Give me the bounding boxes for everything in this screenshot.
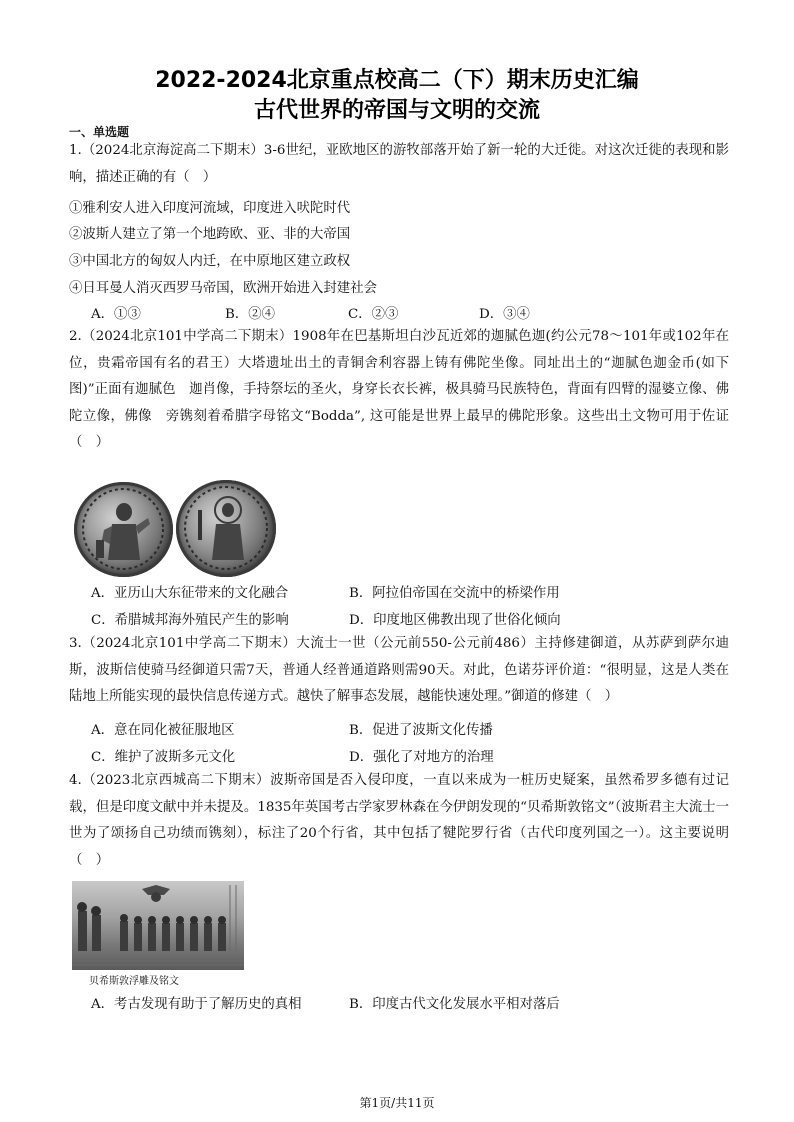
question-1-option-d[interactable]: D．③④ [479, 307, 530, 322]
question-3-option-b[interactable]: B．促进了波斯文化传播 [349, 723, 493, 738]
question-3-option-d[interactable]: D．强化了对地方的治理 [349, 750, 494, 765]
question-2-option-d[interactable]: D．印度地区佛教出现了世俗化倾向 [349, 613, 561, 628]
question-2-number: 2. [69, 329, 82, 344]
question-1-stem [69, 138, 729, 191]
question-1-item: ①雅利安人进入印度河流域，印度进入吠陀时代 [69, 201, 351, 216]
kanishka-coin-obverse-image [74, 482, 173, 577]
question-4-text: （2023北京西城高二下期末）波斯帝国是否入侵印度，一直以来成为一桩历史疑案，虽然希罗多德有过记载，但是印度文献中并未提及。1835年英国考古学家罗林森在今伊朗发现的“贝希斯敦铭文”（波斯君主大流士一世为了颂扬自己功绩而镌刻），标注了20个行省，其中包括了犍陀罗行省（古代印度列国之一）。这主要说明（ ） [69, 773, 729, 868]
question-2-option-b[interactable]: B．阿拉伯帝国在交流中的桥梁作用 [349, 586, 560, 601]
question-2-stem [69, 324, 729, 457]
question-1-number: 1. [69, 143, 82, 158]
question-1-item: ③中国北方的匈奴人内迁，在中原地区建立政权 [69, 254, 351, 269]
question-3-option-c[interactable]: C．维护了波斯多元文化 [91, 750, 236, 765]
question-4-number: 4. [69, 773, 82, 788]
question-3-number: 3. [69, 636, 82, 651]
kanishka-coin-reverse-image [176, 480, 276, 577]
question-3-option-a[interactable]: A．意在同化被征服地区 [91, 723, 235, 738]
question-2-text: （2024北京101中学高二下期末）1908年在巴基斯坦白沙瓦近郊的迦腻色迦(约公元78～101年或102年在位，贵霜帝国有名的君王）大塔遗址出土的青铜舍利容器上铸有佛陀坐像。同址出土的“迦腻色迦金币(如下图)”正面有迦腻色 迦肖像，手持祭坛的圣火，身穿长衣长裤，极具骑马民族特色，背面有四臂的湿婆立像、佛陀立像，佛像 旁镌刻着希腊字母铭文“Bodda”, 这可能是世界上最早的佛陀形象。这些出土文物可用于佐证（ ） [69, 329, 729, 451]
question-1-item: ④日耳曼人消灭西罗马帝国，欧洲开始进入封建社会 [69, 281, 377, 296]
question-1-option-c[interactable]: C．②③ [348, 307, 399, 322]
page-footer: 第1页/共11页 [359, 1096, 435, 1110]
question-3-stem [69, 631, 729, 711]
question-4-option-b[interactable]: B．印度古代文化发展水平相对落后 [349, 997, 560, 1012]
document-subtitle: 古代世界的帝国与文明的交流 [253, 98, 540, 123]
question-4-stem [69, 768, 729, 874]
question-1-item: ②波斯人建立了第一个地跨欧、亚、非的大帝国 [69, 227, 351, 242]
question-4-option-a[interactable]: A．考古发现有助于了解历史的真相 [91, 997, 302, 1012]
question-1-text: （2024北京海淀高二下期末）3-6世纪，亚欧地区的游牧部落开始了新一轮的大迁徙。对这次迁徙的表现和影响，描述正确的有（ ） [69, 143, 729, 185]
document-title: 2022-2024北京重点校高二（下）期末历史汇编 [155, 68, 639, 93]
image-caption: 贝希斯敦浮雕及铭文 [89, 976, 179, 987]
behistun-relief-image [72, 881, 244, 970]
section-heading: 一、单选题 [69, 125, 130, 139]
question-1-option-a[interactable]: A．①③ [91, 307, 141, 322]
question-1-option-b[interactable]: B．②④ [225, 307, 276, 322]
question-2-option-c[interactable]: C．希腊城邦海外殖民产生的影响 [91, 613, 289, 628]
question-2-option-a[interactable]: A．亚历山大东征带来的文化融合 [91, 586, 289, 601]
question-3-text: （2024北京101中学高二下期末）大流士一世（公元前550-公元前486）主持修建御道，从苏萨到萨尔迪斯，波斯信使骑马经御道只需7天，普通人经普通道路则需90天。对此，色诺芬评价道：“很明显，这是人类在陆地上所能实现的最快信息传递方式。越快了解事态发展，越能快速处理。”御道的修建（ ） [69, 636, 729, 705]
